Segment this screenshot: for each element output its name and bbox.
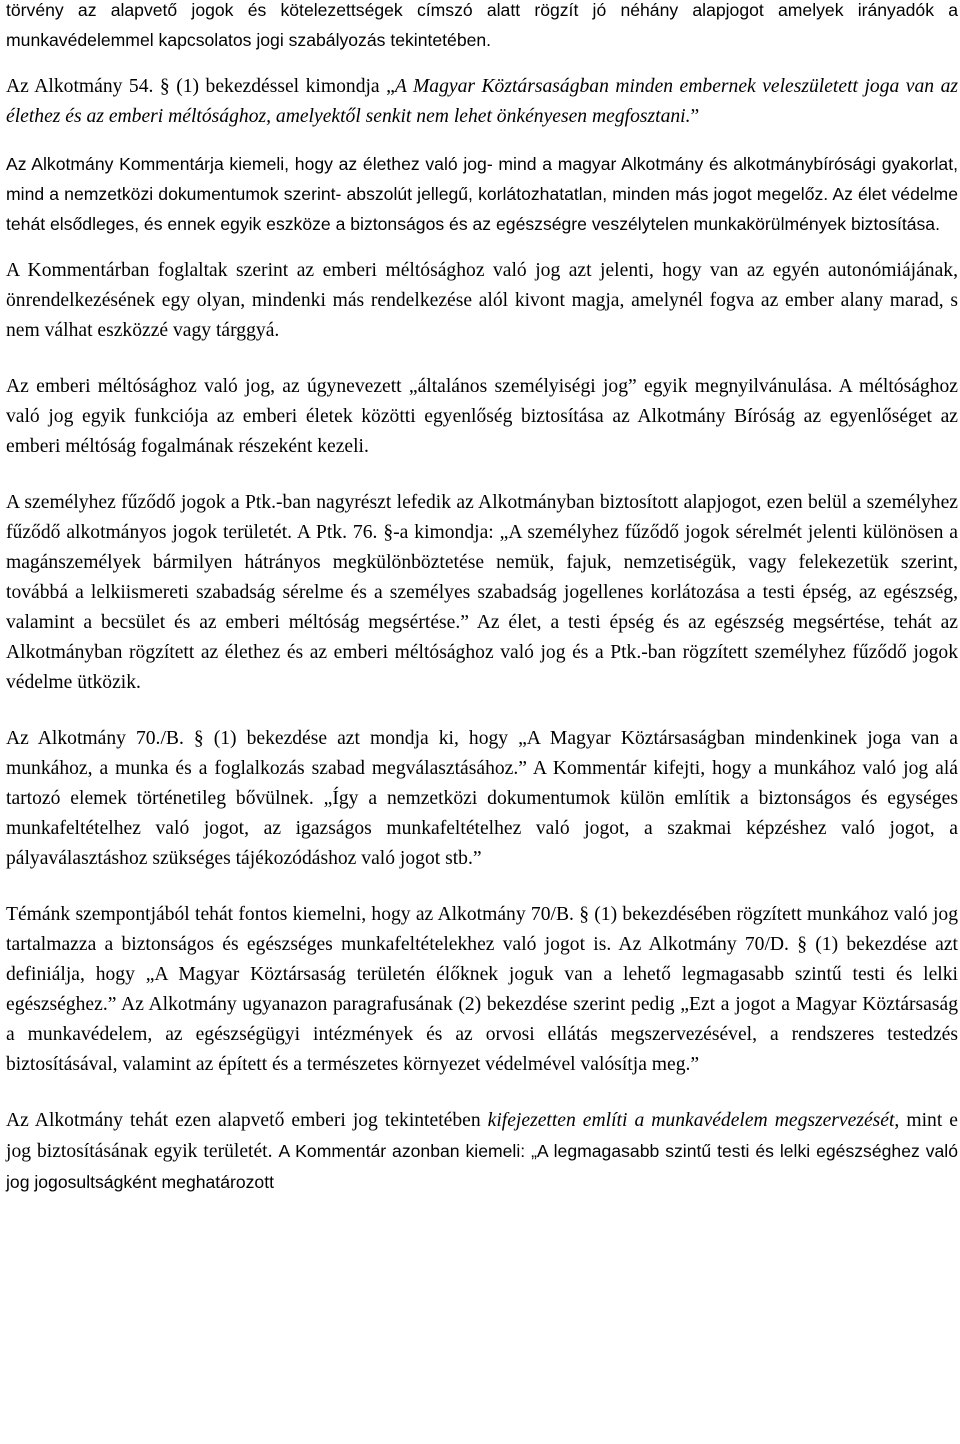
text-run-sans: A Kommentár azonban kiemeli: „A legmagasabb szintű testi és lelki egészséghez való jog jogosultságként meghatározott [6,1141,958,1192]
paragraph-alkotmany-54 [6,72,958,132]
paragraph-temank [6,900,958,1080]
paragraph-alkotmany-70b [6,724,958,874]
text-run: Az Alkotmány Kommentárja kiemeli, hogy az élethez való jog- mind a magyar Alkotmány és alkotmánybírósági gyakorlat, mind a nemzetközi dokumentumok szerint- abszolút jellegű, korlátozhatatlan, minden más jogot megelőz. Az élet védelme tehát elsődleges, és ennek egyik eszköze a biztonságos és az egészségre veszélytelen munkakörülmények biztosítása. [6,154,958,234]
text-run: Az emberi méltósághoz való jog, az úgynevezett „általános személyiségi jog” egyik megnyilvánulása. A méltósághoz való jog egyik funkciója az emberi életek közötti egyenlőség biztosítása az Alkotmány Bíróság az egyenlőséget az emberi méltóság fogalmának részeként kezeli. [6,376,958,457]
text-run: , mint e jog biztosításának egyik területét. [6,1110,958,1162]
text-run: Az Alkotmány 70./B. § (1) bekezdése azt mondja ki, hogy „A Magyar Köztársaságban mindenkinek joga van a munkához, a munka és a foglalkozás szabad megválasztásához.” A Kommentár kifejti, hogy a munkához való jog alá tartozó elemek történetileg bővülnek. „Így a nemzetközi dokumentumok külön említik a biztonságos és egységes munkafeltételhez való jogot, az igazságos munkafeltételhez való jogot, a szakmai képzéshez való jogot, a pályaválasztáshoz szükséges tájékozódáshoz való jogot stb.” [6,728,958,869]
paragraph-ptk [6,488,958,698]
text-run: Az Alkotmány tehát ezen alapvető emberi jog tekintetében [6,1110,488,1131]
paragraph-kommentar-elet [6,149,958,239]
italic-quote: A Magyar Köztársaságban minden embernek veleszületett joga van az élethez és az emberi méltósághoz, amelyektől senkit nem lehet önkényesen megfosztani. [6,76,959,127]
paragraph-szemelyisegi-jog [6,372,958,462]
text-run: Témánk szempontjából tehát fontos kiemelni, hogy az Alkotmány 70/B. § (1) bekezdésében rögzített munkához való jog tartalmazza a biztonságos és egészséges munkafeltételekhez való jogot is. Az Alkotmány 70/D. § (1) bekezdése azt definiálja, hogy „A Magyar Köztársaság területén élőknek joguk van a lehető legmagasabb szintű testi és lelki egészséghez.” Az Alkotmány ugyanazon paragrafusának (2) bekezdése szerint pedig „Ezt a jogot a Magyar Köztársaság a munkavédelem, az egészségügyi intézmények és az orvosi ellátás megszervezésével, a rendszeres testedzés biztosításával, valamint az épített és a természetes környezet védelmével valósítja meg.” [6,904,958,1075]
paragraph-intro [6,0,958,55]
text-run: ” [690,106,700,127]
text-run: A Kommentárban foglaltak szerint az emberi méltósághoz való jog azt jelenti, hogy van az egyén autonómiájának, önrendelkezésének egy olyan, mindenki más rendelkezése alól kivont magja, amelynél fogva az ember alany marad, s nem válhat eszközzé vagy tárggyá. [6,260,958,341]
text-run: törvény az alapvető jogok és kötelezettségek címszó alatt rögzít jó néhány alapjogot amelyek irányadók a munkavédelemmel kapcsolatos jogi szabályozás tekintetében. [6,0,958,50]
text-run: Az Alkotmány 54. § (1) bekezdéssel kimondja „ [6,76,395,97]
text-run: A személyhez fűződő jogok a Ptk.-ban nagyrészt lefedik az Alkotmányban biztosított alapjogot, ezen belül a személyhez fűződő alkotmányos jogok területét. A Ptk. 76. §-a kimondja: „A személyhez fűződő jogok sérelmét jelenti különösen a magánszemélyek bármilyen hátrányos megkülönböztetése nemük, fajuk, nemzetiségük, vagy felekezetük szerint, továbbá a lelkiismereti szabadság sérelme és a személyes szabadság jogellenes korlátozása a testi épség, az egészség, valamint a becsület és az emberi méltóság megsértése.” Az élet, a testi épség és az egészség megsértése, tehát az Alkotmányban rögzített az élethez és az emberi méltósághoz való jog és a Ptk.-ban rögzített személyhez fűződő jogok védelme ütközik. [6,492,958,693]
italic-phrase: kifejezetten említi a munkavédelem megszervezését [487,1110,895,1131]
paragraph-kommentar-meltosag [6,256,958,346]
document-page [6,0,958,1198]
paragraph-zaro [6,1106,958,1198]
